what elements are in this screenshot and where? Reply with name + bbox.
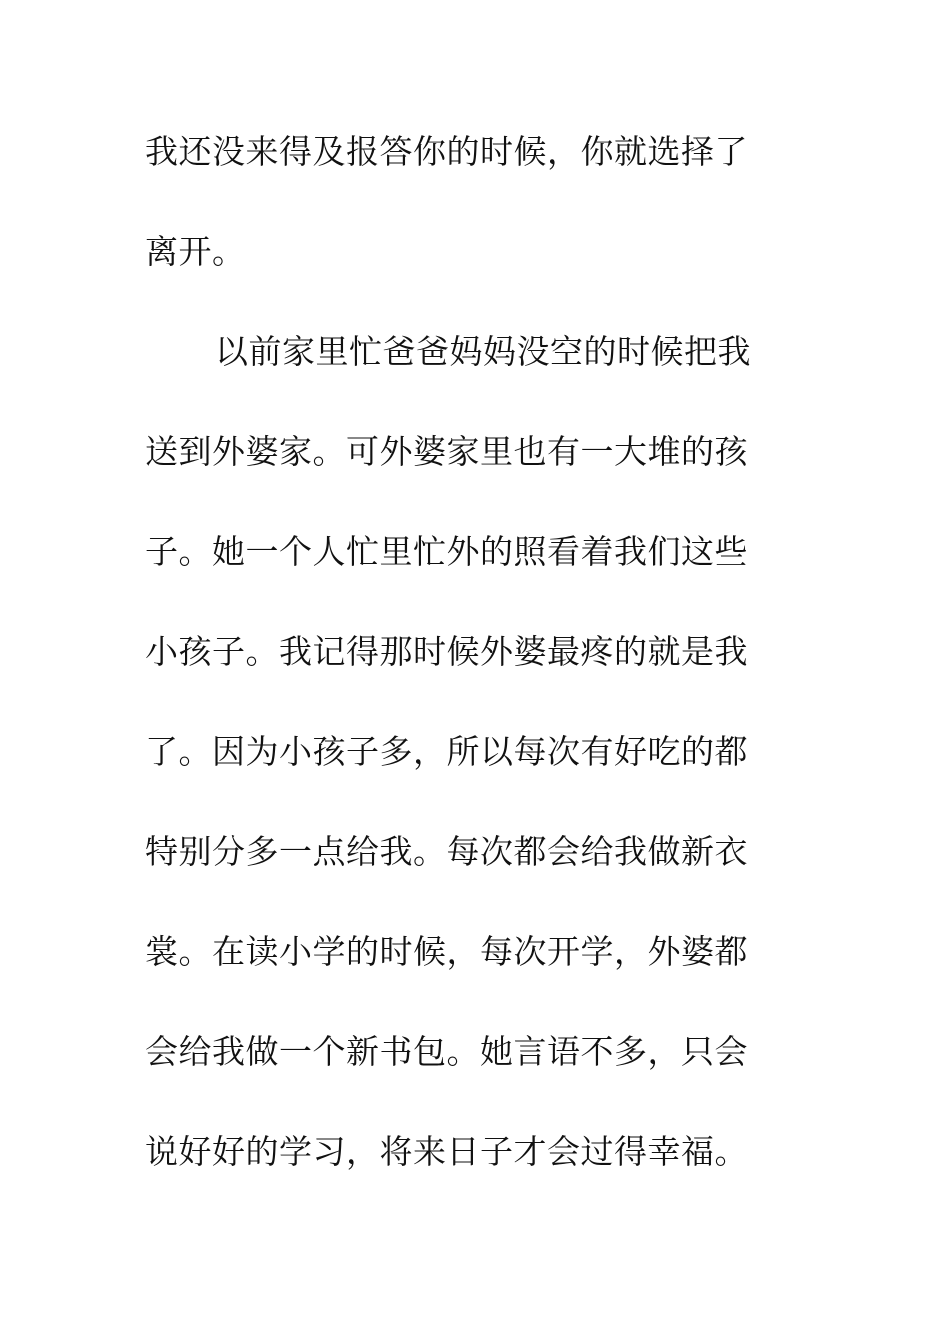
text-line: 了。因为小孩子多，所以每次有好吃的都 [145, 732, 748, 771]
text-line: 会给我做一个新书包。她言语不多，只会 [145, 1032, 748, 1071]
text-line: 小孩子。我记得那时候外婆最疼的就是我 [145, 632, 748, 671]
text-line: 特别分多一点给我。每次都会给我做新衣 [145, 832, 748, 871]
text-line: 说好好的学习，将来日子才会过得幸福。 [145, 1132, 748, 1171]
text-line: 子。她一个人忙里忙外的照看着我们这些 [145, 532, 748, 571]
text-line: 送到外婆家。可外婆家里也有一大堆的孩 [145, 432, 748, 471]
text-line: 离开。 [145, 232, 246, 271]
paragraph-first-line: 以前家里忙爸爸妈妈没空的时候把我 [215, 332, 751, 371]
text-line: 我还没来得及报答你的时候，你就选择了 [145, 132, 748, 171]
text-line: 裳。在读小学的时候，每次开学，外婆都 [145, 932, 748, 971]
